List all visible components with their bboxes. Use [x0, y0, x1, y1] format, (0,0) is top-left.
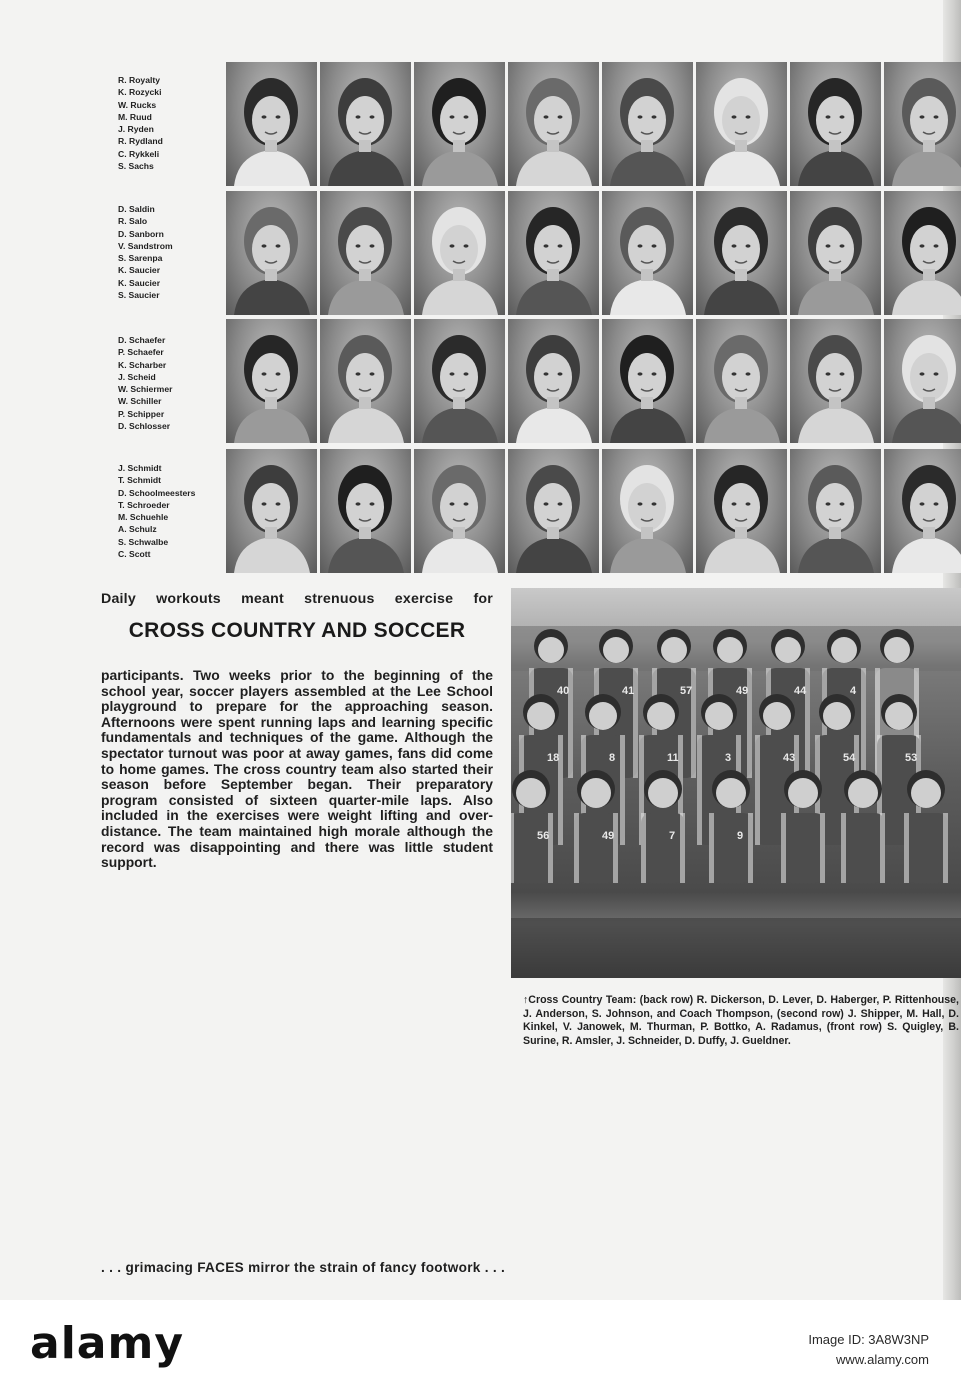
student-name: S. Sarenpa	[118, 253, 163, 264]
watermark-meta	[808, 1330, 929, 1370]
student-name: K. Scharber	[118, 359, 167, 370]
student-portrait	[508, 319, 599, 443]
student-name: T. Schroeder	[118, 499, 170, 510]
student-portrait	[602, 62, 693, 186]
student-name: W. Schiermer	[118, 384, 173, 395]
jersey-number: 54	[843, 752, 856, 764]
team-member	[709, 770, 753, 883]
student-portrait	[602, 191, 693, 315]
jersey-number: 49	[736, 685, 749, 697]
student-portrait	[320, 191, 411, 315]
team-member	[781, 770, 825, 883]
article-intro: Daily workouts meant strenuous exercise for	[101, 591, 493, 607]
student-name: C. Scott	[118, 549, 151, 560]
student-name: W. Rucks	[118, 99, 157, 110]
student-name: K. Saucier	[118, 277, 161, 288]
student-name: J. Schmidt	[118, 463, 162, 473]
student-name: P. Schaefer	[118, 347, 164, 358]
student-portrait	[226, 191, 317, 315]
portrait-names-row-3	[118, 334, 223, 432]
portrait-names-row-1	[118, 74, 223, 172]
student-name: K. Saucier	[118, 265, 161, 276]
page-footer-tagline: . . . grimacing FACES mirror the strain of fancy footwork . . .	[101, 1260, 506, 1275]
student-portrait	[414, 62, 505, 186]
jersey-number: 40	[557, 685, 570, 697]
student-portrait	[602, 319, 693, 443]
student-portrait	[508, 62, 599, 186]
student-portrait	[226, 319, 317, 443]
alamy-logo: alamy	[30, 1318, 184, 1369]
student-portrait	[884, 319, 961, 443]
student-name: M. Ruud	[118, 111, 152, 122]
student-name: J. Ryden	[118, 124, 154, 135]
team-member	[841, 770, 885, 883]
student-name: M. Schuehle	[118, 512, 169, 523]
jersey-number: 9	[737, 830, 744, 842]
student-portrait	[414, 191, 505, 315]
student-name: S. Sachs	[118, 161, 154, 172]
student-portrait	[884, 449, 961, 573]
student-name: J. Scheid	[118, 371, 156, 382]
student-portrait	[790, 62, 881, 186]
portrait-row-1	[226, 62, 961, 186]
team-member	[641, 770, 685, 883]
team-member	[511, 770, 553, 883]
student-name: D. Schoolmeesters	[118, 487, 196, 498]
student-portrait	[320, 449, 411, 573]
student-portrait	[508, 191, 599, 315]
jersey-number: 11	[667, 752, 679, 764]
student-name: S. Schwalbe	[118, 536, 169, 547]
student-name: W. Schiller	[118, 396, 162, 407]
jersey-number: 57	[680, 685, 693, 697]
watermark-site: www.alamy.com	[836, 1352, 929, 1367]
student-name: T. Schmidt	[118, 475, 161, 486]
cross-country-team-photo	[511, 588, 961, 978]
jersey-number: 56	[537, 830, 550, 842]
student-name: D. Sanborn	[118, 228, 164, 239]
team-photo-caption: ↑Cross Country Team: (back row) R. Dickerson, D. Lever, D. Haberger, P. Rittenhouse, J. Anderson, S. Johnson, and Coach Thompson, (second row) J. Shipper, M. Hall, D. Kinkel, V. Janowek, M. Thurman, P. Bottko, A. Radamus, (front row) S. Quigley, B. Surine, R. Amsler, J. Schneider, D. Duffy, J. Gueldner.	[523, 994, 959, 1047]
portrait-names-row-2	[118, 203, 223, 301]
jersey-number: 43	[783, 752, 796, 764]
jersey-number: 18	[547, 752, 560, 764]
student-name: S. Saucier	[118, 290, 160, 301]
student-name: C. Rykkeli	[118, 148, 160, 159]
student-name: V. Sandstrom	[118, 240, 173, 251]
student-portrait	[226, 449, 317, 573]
team-member	[574, 770, 618, 883]
article-body: participants. Two weeks prior to the beginning of the school year, soccer players assembled at the Lee School playground to prepare for the approaching season. Afternoons were spent running laps and learning specific fundamentals and techniques of the game. Although the spectator turnout was poor at away games, fans did come to home games. The cross country team also started their season before September began. Their preparatory program consisted of sixteen quarter-mile laps. Also included in the exercises were weight lifting and over-distance. The team maintained high morale although the record was disappointing and there was little student support.	[101, 667, 493, 871]
student-name: R. Rydland	[118, 136, 163, 147]
student-portrait	[508, 449, 599, 573]
student-portrait	[884, 191, 961, 315]
student-name: K. Rozycki	[118, 87, 162, 98]
portrait-row-2	[226, 191, 961, 315]
student-portrait	[884, 62, 961, 186]
jersey-number: 3	[725, 752, 732, 764]
student-portrait	[414, 449, 505, 573]
jersey-number: 44	[794, 685, 807, 697]
student-portrait	[414, 319, 505, 443]
student-name: R. Royalty	[118, 75, 161, 85]
student-portrait	[696, 319, 787, 443]
student-portrait	[320, 62, 411, 186]
student-name: A. Schulz	[118, 524, 157, 535]
team-photo-illustration	[511, 588, 961, 978]
student-portrait	[226, 62, 317, 186]
jersey-number: 7	[669, 830, 676, 842]
student-portrait	[790, 191, 881, 315]
student-portrait	[602, 449, 693, 573]
student-portrait	[790, 319, 881, 443]
jersey-number: 4	[850, 685, 857, 697]
portrait-row-4	[226, 449, 961, 573]
student-portrait	[696, 191, 787, 315]
student-name: D. Schlosser	[118, 421, 171, 432]
student-name: P. Schipper	[118, 408, 165, 419]
jersey-number: 49	[602, 830, 615, 842]
article-headline: CROSS COUNTRY AND SOCCER	[128, 619, 466, 642]
jersey-number: 53	[905, 752, 918, 764]
student-portrait	[696, 62, 787, 186]
image-id-label: Image ID: 3A8W3NP	[808, 1332, 929, 1347]
student-name: R. Salo	[118, 216, 148, 227]
student-name: D. Saldin	[118, 204, 155, 214]
portrait-row-3	[226, 319, 961, 443]
student-portrait	[790, 449, 881, 573]
student-portrait	[320, 319, 411, 443]
student-name: D. Schaefer	[118, 335, 166, 345]
jersey-number: 41	[622, 685, 635, 697]
portrait-names-row-4	[118, 462, 223, 560]
team-member	[904, 770, 948, 883]
jersey-number: 8	[609, 752, 616, 764]
student-portrait	[696, 449, 787, 573]
